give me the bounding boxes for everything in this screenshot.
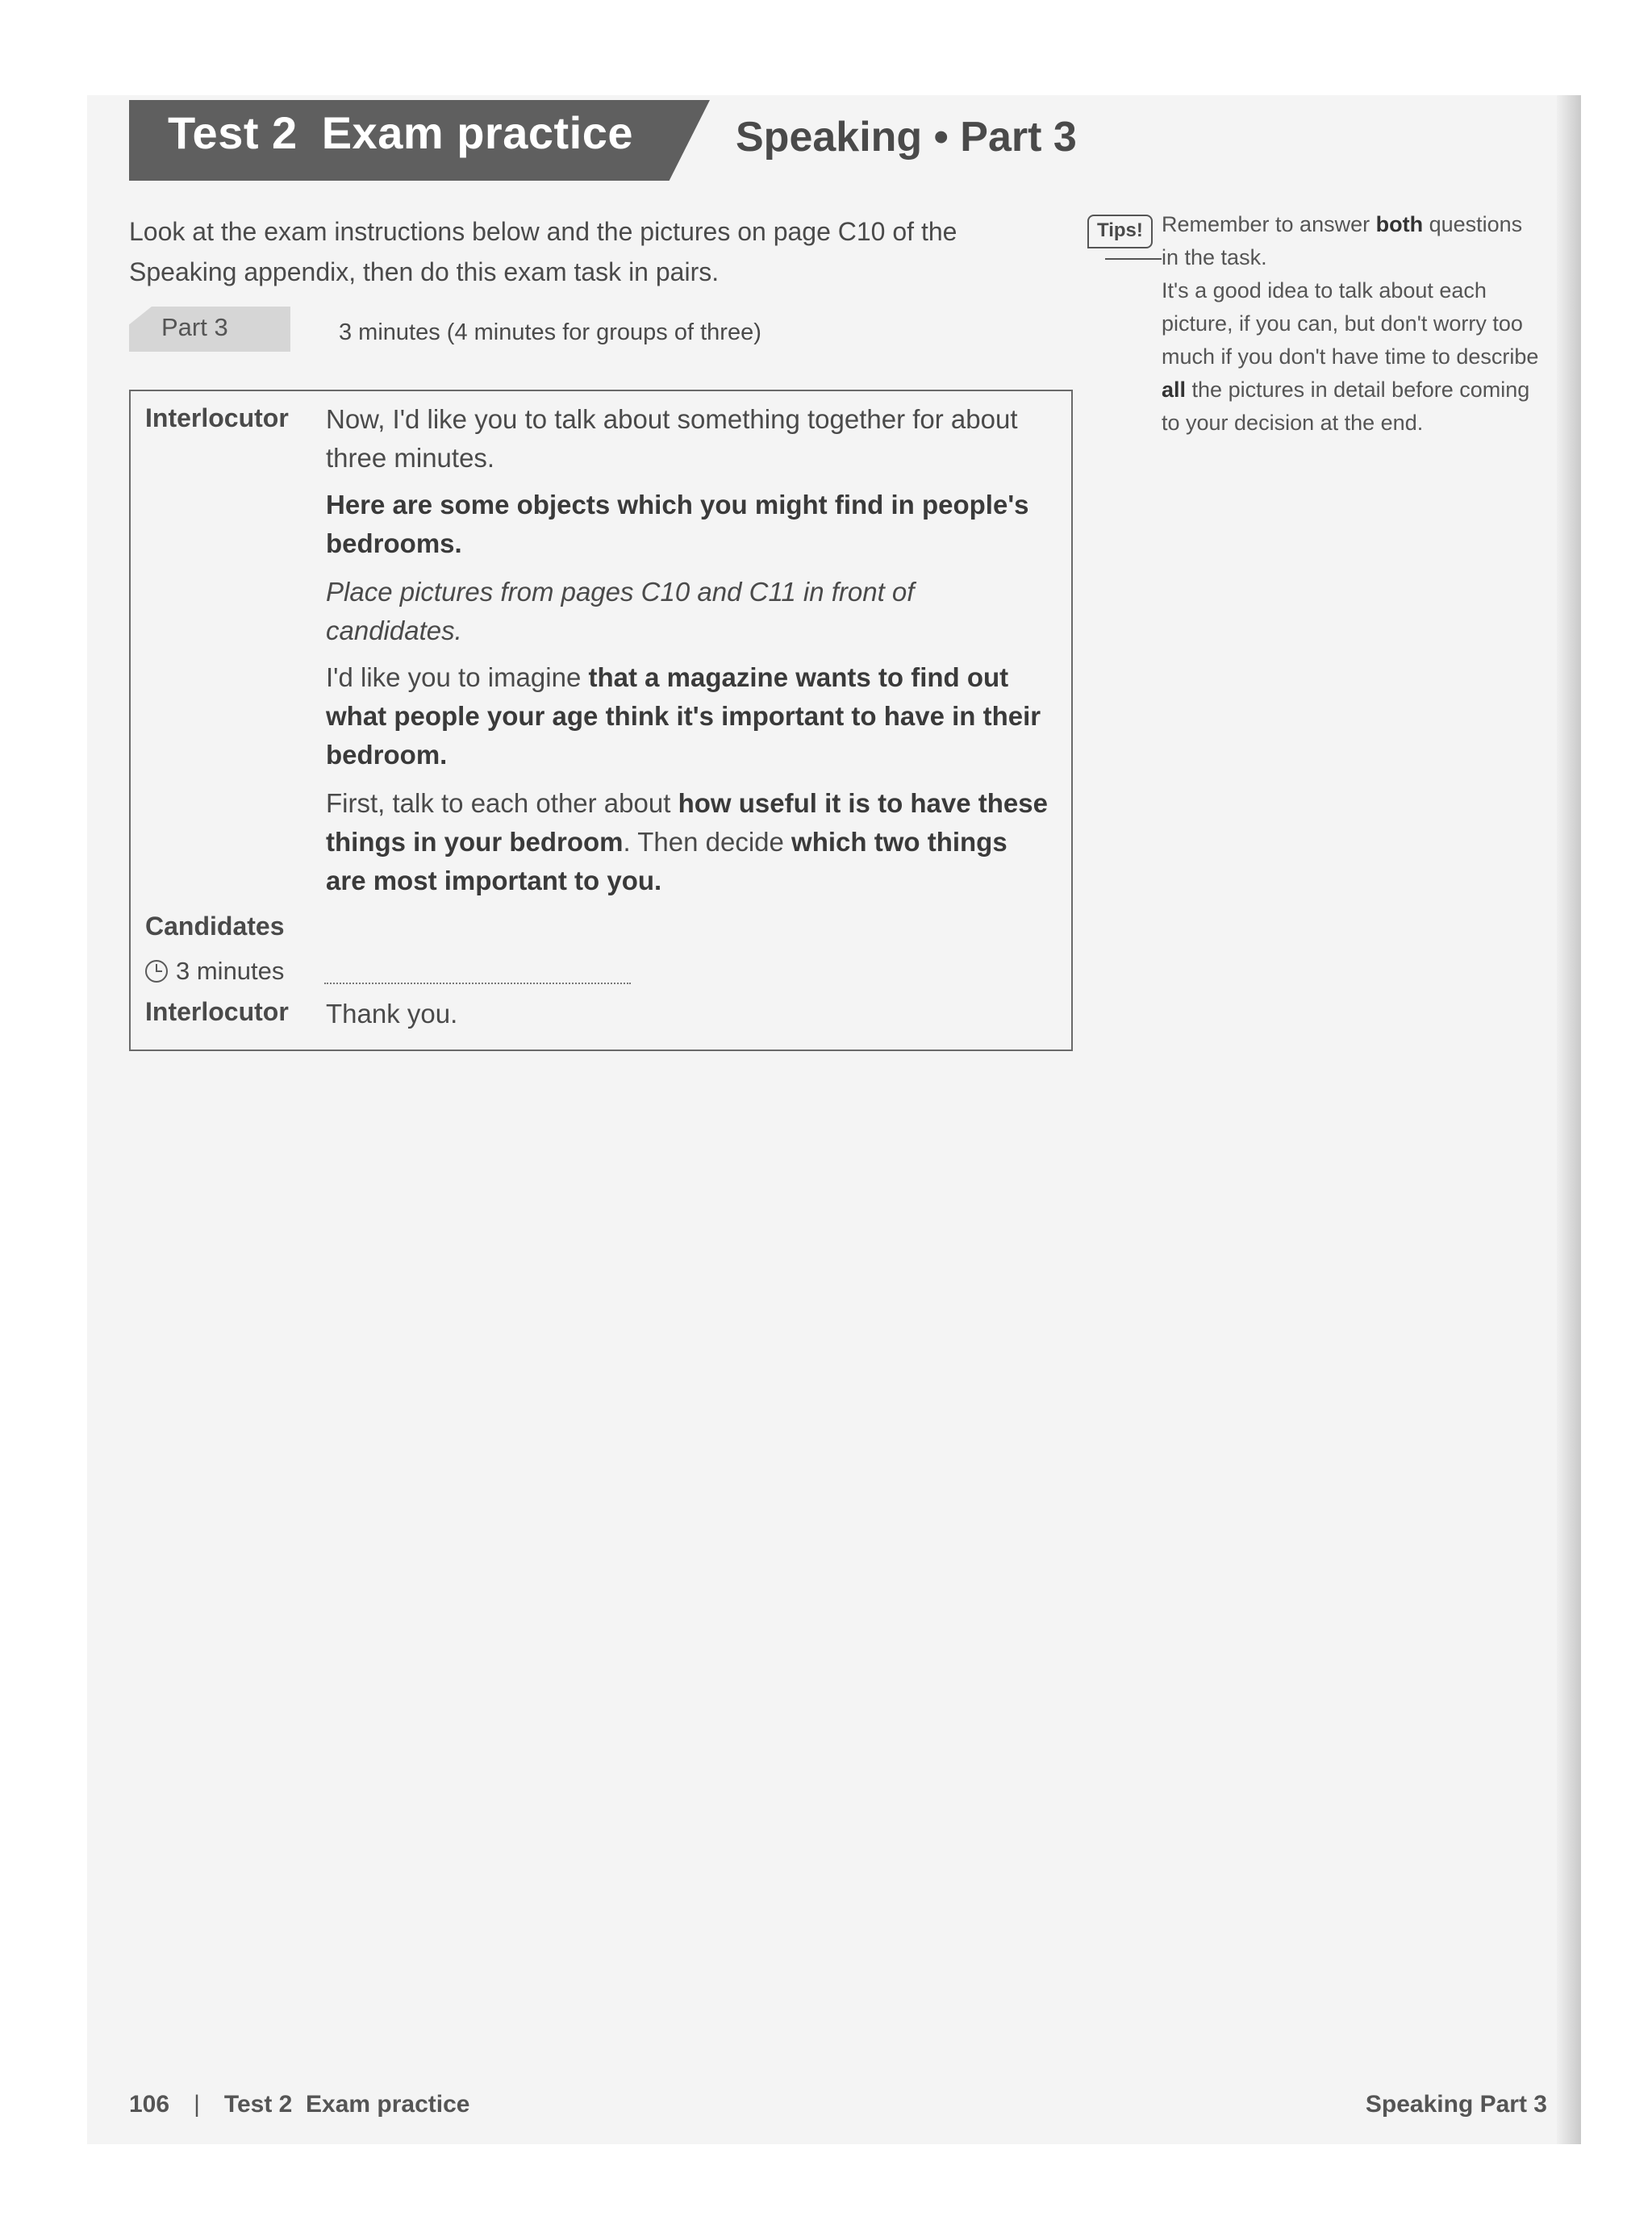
tip-2-c: the pictures in detail before coming to your decision at the end. [1162,378,1530,435]
tip-1-c: questions in the task. [1162,212,1523,269]
clock-icon [145,960,168,983]
task-questions-lead: First, talk to each other about [326,788,678,818]
tip-2-bold: all [1162,378,1187,402]
tip-1-a: Remember to answer [1162,212,1376,236]
footer-right-label: Speaking Part 3 [1365,2091,1547,2118]
task-scenario-lead: I'd like you to imagine [326,662,589,692]
part-badge-label: Part 3 [161,313,228,341]
task-question-2: which two things are most important to you. [326,827,1007,895]
place-pictures-instruction: Place pictures from pages C10 and C11 in front of candidates. [326,577,915,645]
tip-1-bold: both [1375,212,1424,236]
tip-1 [1162,208,1541,274]
page-number: 106 [129,2091,170,2118]
speaker-interlocutor-closing: Interlocutor [145,997,289,1026]
task-questions [326,784,1052,900]
interlocutor-closing: Thank you. [326,999,458,1029]
tips-underline [1105,258,1162,260]
response-dotted-line [324,983,631,984]
task-scenario [326,658,1052,774]
tip-2 [1162,274,1541,440]
test-label: Test 2 [168,107,298,158]
exam-practice-label: Exam practice [321,107,633,158]
task-question-1: how useful it is to have these things in your bedroom [326,788,1048,857]
candidates-time-row [145,957,284,986]
page-edge-shadow [1557,95,1581,2144]
footer-left [129,2091,469,2118]
footer-left-label: Test 2 Exam practice [223,2091,470,2118]
task-objects [326,486,1052,563]
footer-separator: | [194,2091,200,2118]
header-tab-title [168,106,633,159]
task-objects-text: Here are some objects which you might find in people's bedrooms. [326,490,1029,558]
interlocutor-intro: Now, I'd like you to talk about something together for about three minutes. [326,404,1018,473]
speaker-interlocutor: Interlocutor [145,403,289,432]
part-timing: 3 minutes (4 minutes for groups of three) [339,319,761,345]
tips-label: Tips! [1087,215,1153,248]
task-questions-mid: . Then decide [623,827,792,857]
candidates-time: 3 minutes [176,957,285,985]
task-scenario-bold: that a magazine wants to find out what people your age think it's important to have in their bedroom. [326,662,1041,770]
intro-instructions: Look at the exam instructions below and the pictures on page C10 of the Speaking appendix, then do this exam task in pairs. [129,217,957,286]
speaker-candidates: Candidates [145,912,285,941]
tip-2-a: It's a good idea to talk about each picture, if you can, but don't worry too much if you don't have time to describe [1162,278,1539,369]
tips-text [1162,208,1541,440]
section-title: Speaking • Part 3 [736,114,1077,161]
